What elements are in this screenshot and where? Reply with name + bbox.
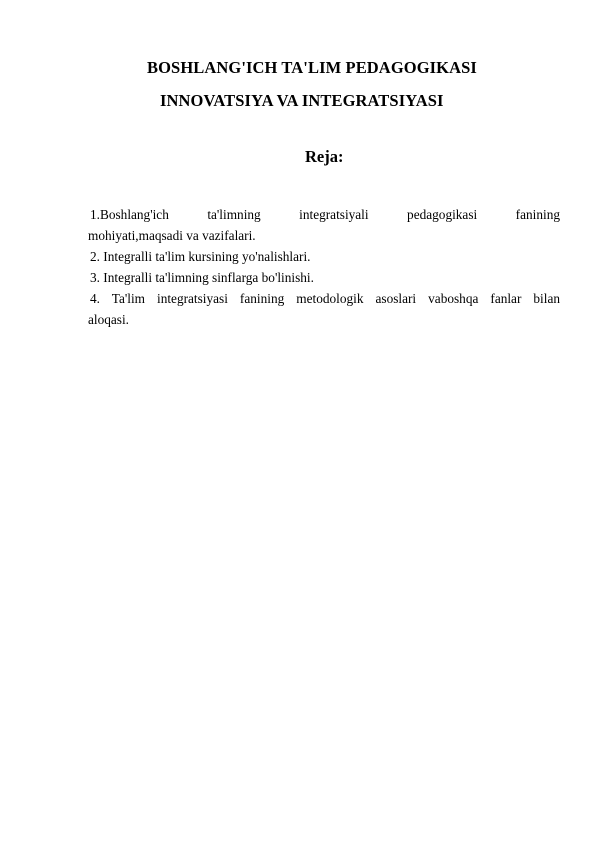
plan-heading: Reja:	[305, 147, 344, 166]
plan-item-3-text: 3. Integralli ta'limning sinflarga bo'linishi.	[90, 270, 314, 285]
plan-item-3	[86, 267, 560, 288]
document-title-line-1: BOSHLANG'ICH TA'LIM PEDAGOGIKASI	[147, 58, 477, 77]
plan-item-4-line-1: 4. Ta'lim integratsiyasi fanining metodologik asoslari vaboshqa fanlar bilan	[90, 291, 560, 306]
plan-item-4	[86, 288, 560, 330]
plan-item-4-line-2: aloqasi.	[88, 312, 129, 327]
plan-item-1	[86, 204, 560, 246]
plan-item-1-line-2: mohiyati,maqsadi va vazifalari.	[88, 228, 256, 243]
plan-item-2-text: 2. Integralli ta'lim kursining yo'nalishlari.	[90, 249, 311, 264]
document-title-line-2: INNOVATSIYA VA INTEGRATSIYASI	[160, 91, 444, 110]
plan-item-1-line-1: 1.Boshlang'ich ta'limning integratsiyali pedagogikasi fanining	[90, 207, 560, 222]
plan-item-2	[86, 246, 560, 267]
plan-list	[86, 204, 560, 330]
